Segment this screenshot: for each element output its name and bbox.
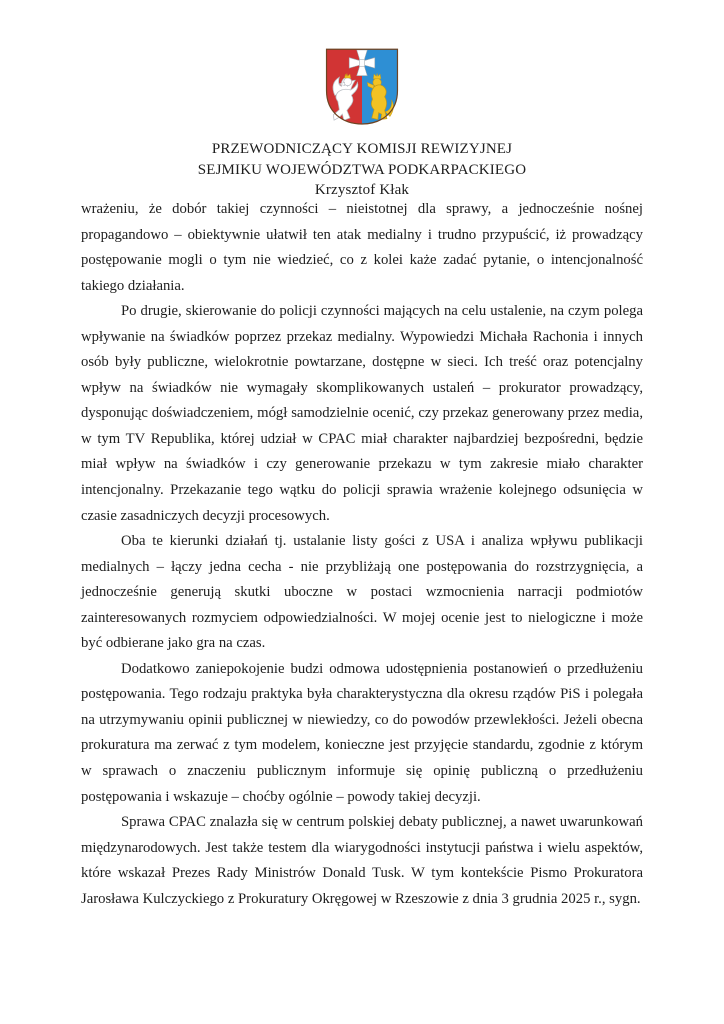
document-body <box>81 197 643 912</box>
body-paragraph: Oba te kierunki działań tj. ustalanie listy gości z USA i analiza wpływu publikacji medialnych – łączy jedna cecha - nie przybliżają one postępowania do rozstrzygnięcia, a jednocześnie generują skutki uboczne w postaci wzmocnienia narracji podmiotów zainteresowanych rozmyciem odpowiedzialności. W mojej ocenie jest to nielogiczne i może być odbierane jako gra na czas. <box>81 533 643 652</box>
letterhead-line-2: SEJMIKU WOJEWÓDZTWA PODKARPACKIEGO <box>197 161 527 178</box>
letterhead-line-1: PRZEWODNICZĄCY KOMISJI REWIZYJNEJ <box>211 141 513 157</box>
body-paragraph: Sprawa CPAC znalazła się w centrum polskiej debaty publicznej, a nawet uwarunkowań międzynarodowych. Jest także testem dla wiarygodności instytucji państwa i wielu aspektów, które wskazał Prezes Rady Ministrów Donald Tusk. W tym kontekście Pismo Prokuratora Jarosława Kulczyckiego z Prokuratury Okręgowej w Rzeszowie z dnia 3 grudnia 2025 r., sygn. <box>81 814 643 907</box>
body-paragraph: Po drugie, skierowanie do policji czynności mających na celu ustalenie, na czym polega wpływanie na świadków poprzez przekaz medialny. Wypowiedzi Michała Rachonia i innych osób były publiczne, wielokrotnie powtarzane, dostępne w sieci. Ich treść oraz potencjalny wpływ na świadków nie wymagały skomplikowanych ustaleń – prokurator prowadzący, dysponując doświadczeniem, mógł samodzielnie ocenić, czy przekaz generowany przez media, w tym TV Republika, której udział w CPAC miał charakter najbardziej bezpośredni, będzie miał wpływ na świadków i czy generowanie przekazu w tym zakresie miało charakter intencjonalny. Przekazanie tego wątku do policji sprawia wrażenie kolejnego odsunięcia w czasie zasadniczych decyzji procesowych. <box>81 303 643 524</box>
body-paragraph: wrażeniu, że dobór takiej czynności – nieistotnej dla sprawy, a jednocześnie nośnej propagandowo – obiektywnie ułatwił ten atak medialny i trudno przypuścić, iż prowadzący postępowanie mogli o tym nie wiedzieć, co z kolei każe zadać pytanie, o intencjonalność takiego działania. <box>81 201 643 294</box>
body-paragraph: Dodatkowo zaniepokojenie budzi odmowa udostępnienia postanowień o przedłużeniu postępowania. Tego rodzaju praktyka była charakterystyczna dla okresu rządów PiS i polegała na utrzymywaniu opinii publicznej w niewiedzy, co do powodów przewlekłości. Jeżeli obecna prokuratura ma zerwać z tym modelem, konieczne jest przyjęcie standardu, zgodnie z którym w sprawach o znaczeniu publicznym informuje się opinię publiczną o przedłużeniu postępowania i wskazuje – choćby ogólnie – powody takiej decyzji. <box>81 660 643 805</box>
letterhead <box>0 139 724 201</box>
coat-of-arms-icon <box>324 47 400 127</box>
letterhead-author: Krzysztof Kłak <box>314 182 410 198</box>
